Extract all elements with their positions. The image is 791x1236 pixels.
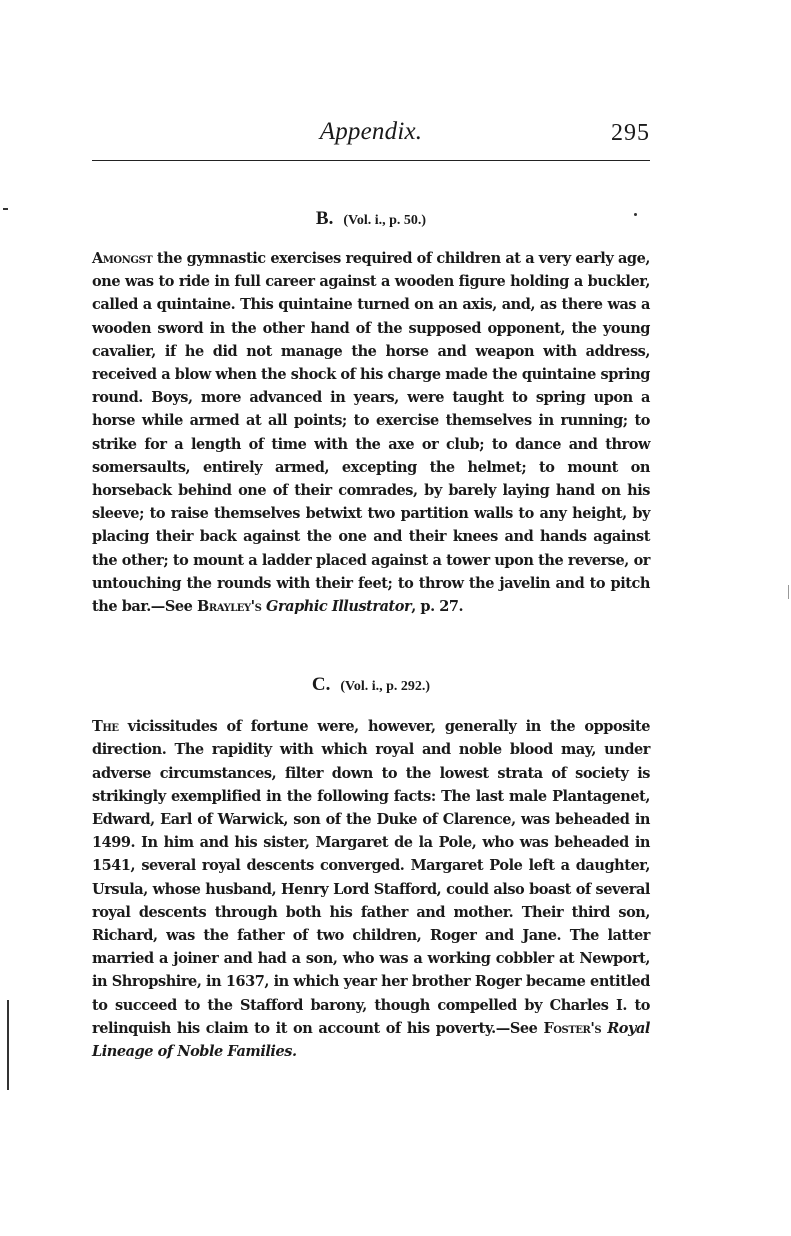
section-c-body: vicissitudes of fortune were, however, generally in the opposite direction. The rapidity with which royal and noble blood may, under adverse circumstances, filter down to the lowest strata of society is strikingly exemplified in the following facts: The last male Plantagenet, Edward, Earl of Warwick, son of the Duke of Clarence, was beheaded in 1499. In him and his sister, Margaret de la Pole, who was beheaded in 1541, several royal descents converged. Margaret Pole left a daughter, Ursula, whose husband, Henry Lord Stafford, could also boast of several royal descents through both his father and mother. Their third son, Richard, was the father of two children, Roger and Jane. The latter married a joiner and had a son, who was a working cobbler at Newport, in Shropshire, in 1637, in which year her brother Roger became entitled to succeed to the Stafford barony, though compelled by Charles I. to relinquish his claim to it on account of his poverty.—See	[92, 718, 650, 1037]
section-b-cite-tail: , p. 27.	[411, 598, 464, 616]
section-b-lead: Amongst	[92, 250, 153, 267]
section-c-cite-author: Foster's	[543, 1019, 602, 1037]
section-c-reference: (Vol. i., p. 292.)	[340, 679, 431, 695]
section-c-letter: C.	[311, 674, 331, 696]
scan-mark-left-line	[7, 1000, 9, 1090]
book-page	[92, 116, 650, 1063]
section-b-heading	[92, 204, 650, 231]
section-b-reference: (Vol. i., p. 50.)	[343, 213, 427, 228]
section-b-paragraph	[92, 247, 650, 618]
section-c-paragraph	[92, 715, 650, 1063]
section-c-heading	[92, 670, 650, 697]
section-b-letter: B.	[315, 208, 334, 229]
section-b-body: the gymnastic exercises required of children at a very early age, one was to ride in full career against a wooden figure holding a buckler, called a quintaine. This quintaine turned on an axis, and, as there was a wooden sword in the other hand of the supposed opponent, the young cavalier, if he did not manage the horse and weapon with address, received a blow when the shock of his charge made the quintaine spring round. Boys, more advanced in years, were taught to spring upon a horse while armed at all points; to exercise themselves in running; to strike for a length of time with the axe or club; to dance and throw somersaults, entirely armed, excepting the helmet; to mount on horseback behind one of their comrades, by barely laying hand on his sleeve; to raise themselves betwixt two partition walls to any height, by placing their back against the one and their knees and hands against the other; to mount a ladder placed against a tower upon the reverse, or untouching the rounds with their feet; to throw the javelin and to pitch the bar.—See	[92, 250, 650, 616]
scan-mark-right-tick	[788, 585, 789, 599]
running-title: Appendix.	[319, 118, 423, 145]
page-number: 295	[611, 120, 650, 146]
section-c-lead: The	[92, 718, 119, 736]
section-b-cite-title: Graphic Illustrator	[266, 598, 412, 616]
section-c-cite-title: Royal Lineage of Noble Families.	[92, 1019, 650, 1061]
section-b-cite-author: Brayley's	[197, 598, 262, 616]
scan-mark-stray-dot	[634, 213, 637, 216]
running-header	[92, 116, 650, 161]
scan-mark-left-dash	[3, 208, 8, 210]
